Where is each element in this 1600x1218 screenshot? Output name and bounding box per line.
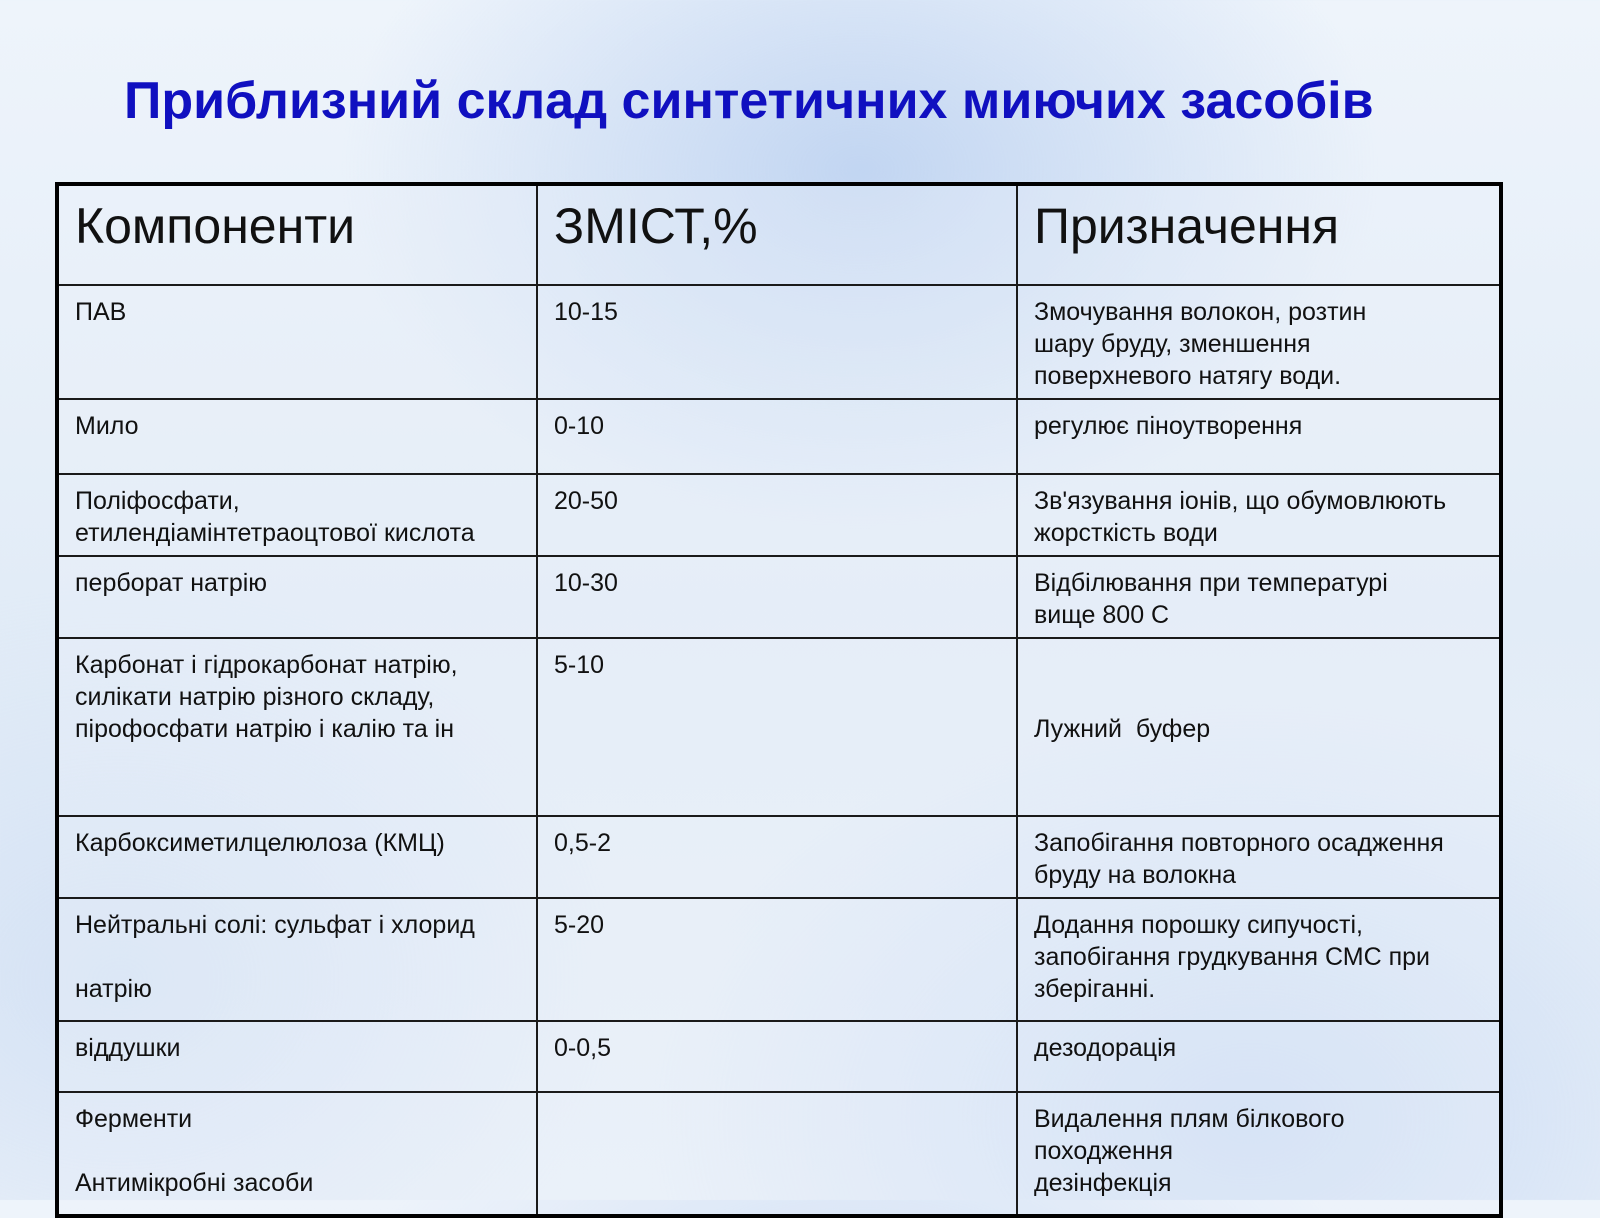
cell-line: Запобігання повторного осадження	[1034, 829, 1444, 857]
header-components: Компоненти	[57, 184, 537, 285]
table-row	[57, 898, 1501, 1021]
cell-line: зберіганні.	[1034, 975, 1156, 1003]
cell-line: Видалення плям білкового	[1034, 1105, 1345, 1133]
cell-component	[57, 1021, 537, 1092]
cell-purpose	[1017, 816, 1501, 898]
cell-line: Додання порошку сипучості,	[1034, 911, 1364, 939]
cell-content: 10-15	[537, 285, 1017, 399]
cell-content	[537, 1092, 1017, 1216]
cell-line: Зв'язування іонів, що обумовлюють	[1034, 487, 1447, 515]
cell-line: дезінфекція	[1034, 1169, 1172, 1197]
cell-line: регулює піноутворення	[1034, 412, 1303, 440]
cell-content: 10-30	[537, 556, 1017, 638]
cell-component	[57, 399, 537, 474]
line-gap	[75, 941, 522, 973]
cell-line: Ферменти	[75, 1105, 193, 1133]
table-row	[57, 816, 1501, 898]
cell-line: Відбілювання при температурі	[1034, 569, 1388, 597]
cell-line: жорсткість води	[1034, 519, 1218, 547]
table-row	[57, 399, 1501, 474]
table-header-row	[57, 184, 1501, 285]
slide-title: Приблизний склад синтетичних миючих засобів	[124, 72, 1374, 130]
cell-content: 20-50	[537, 474, 1017, 556]
cell-component	[57, 898, 537, 1021]
line-gap	[75, 1135, 522, 1167]
table-row	[57, 1021, 1501, 1092]
cell-content: 0-0,5	[537, 1021, 1017, 1092]
cell-content: 5-10	[537, 638, 1017, 816]
cell-line: пірофосфати натрію і калію та ін	[75, 715, 455, 743]
cell-line: Змочування волокон, розтин	[1034, 298, 1367, 326]
table-row	[57, 556, 1501, 638]
cell-line: вище 800 С	[1034, 601, 1170, 629]
cell-purpose	[1017, 1092, 1501, 1216]
cell-line: Лужний буфер	[1034, 715, 1211, 743]
cell-purpose	[1017, 556, 1501, 638]
cell-line: запобігання грудкування СМС при	[1034, 943, 1430, 971]
cell-purpose	[1017, 1021, 1501, 1092]
cell-line: поверхневого натягу води.	[1034, 362, 1342, 390]
cell-line: Карбоксиметилцелюлоза (КМЦ)	[75, 829, 445, 857]
cell-purpose	[1017, 399, 1501, 474]
table-row	[57, 474, 1501, 556]
cell-line: походження	[1034, 1137, 1174, 1165]
cell-component	[57, 556, 537, 638]
cell-content: 5-20	[537, 898, 1017, 1021]
table-row	[57, 1092, 1501, 1216]
cell-line: дезодорація	[1034, 1034, 1177, 1062]
cell-content: 0-10	[537, 399, 1017, 474]
cell-line: шару бруду, зменшення	[1034, 330, 1311, 358]
header-content-percent: ЗМІСТ,%	[537, 184, 1017, 285]
cell-line: віддушки	[75, 1034, 181, 1062]
cell-line: натрію	[75, 975, 152, 1003]
cell-line: Мило	[75, 412, 139, 440]
cell-purpose	[1017, 285, 1501, 399]
cell-line: Нейтральні солі: сульфат і хлорид	[75, 911, 475, 939]
cell-line: бруду на волокна	[1034, 861, 1237, 889]
cell-line: Поліфосфати,	[75, 487, 240, 515]
cell-content: 0,5-2	[537, 816, 1017, 898]
cell-component	[57, 1092, 537, 1216]
cell-component	[57, 638, 537, 816]
table-row	[57, 285, 1501, 399]
cell-component	[57, 285, 537, 399]
cell-purpose	[1017, 474, 1501, 556]
cell-component	[57, 816, 537, 898]
cell-line: перборат натрію	[75, 569, 268, 597]
cell-line: ПАВ	[75, 298, 127, 326]
cell-component	[57, 474, 537, 556]
cell-line: силікати натрію різного складу,	[75, 683, 435, 711]
cell-purpose	[1017, 638, 1501, 816]
cell-purpose	[1017, 898, 1501, 1021]
composition-table	[55, 182, 1503, 1218]
cell-line: Карбонат і гідрокарбонат натрію,	[75, 651, 458, 679]
table-row	[57, 638, 1501, 816]
cell-line: етилендіамінтетраоцтової кислота	[75, 519, 475, 547]
cell-line: Антимікробні засоби	[75, 1169, 314, 1197]
header-purpose: Призначення	[1017, 184, 1501, 285]
